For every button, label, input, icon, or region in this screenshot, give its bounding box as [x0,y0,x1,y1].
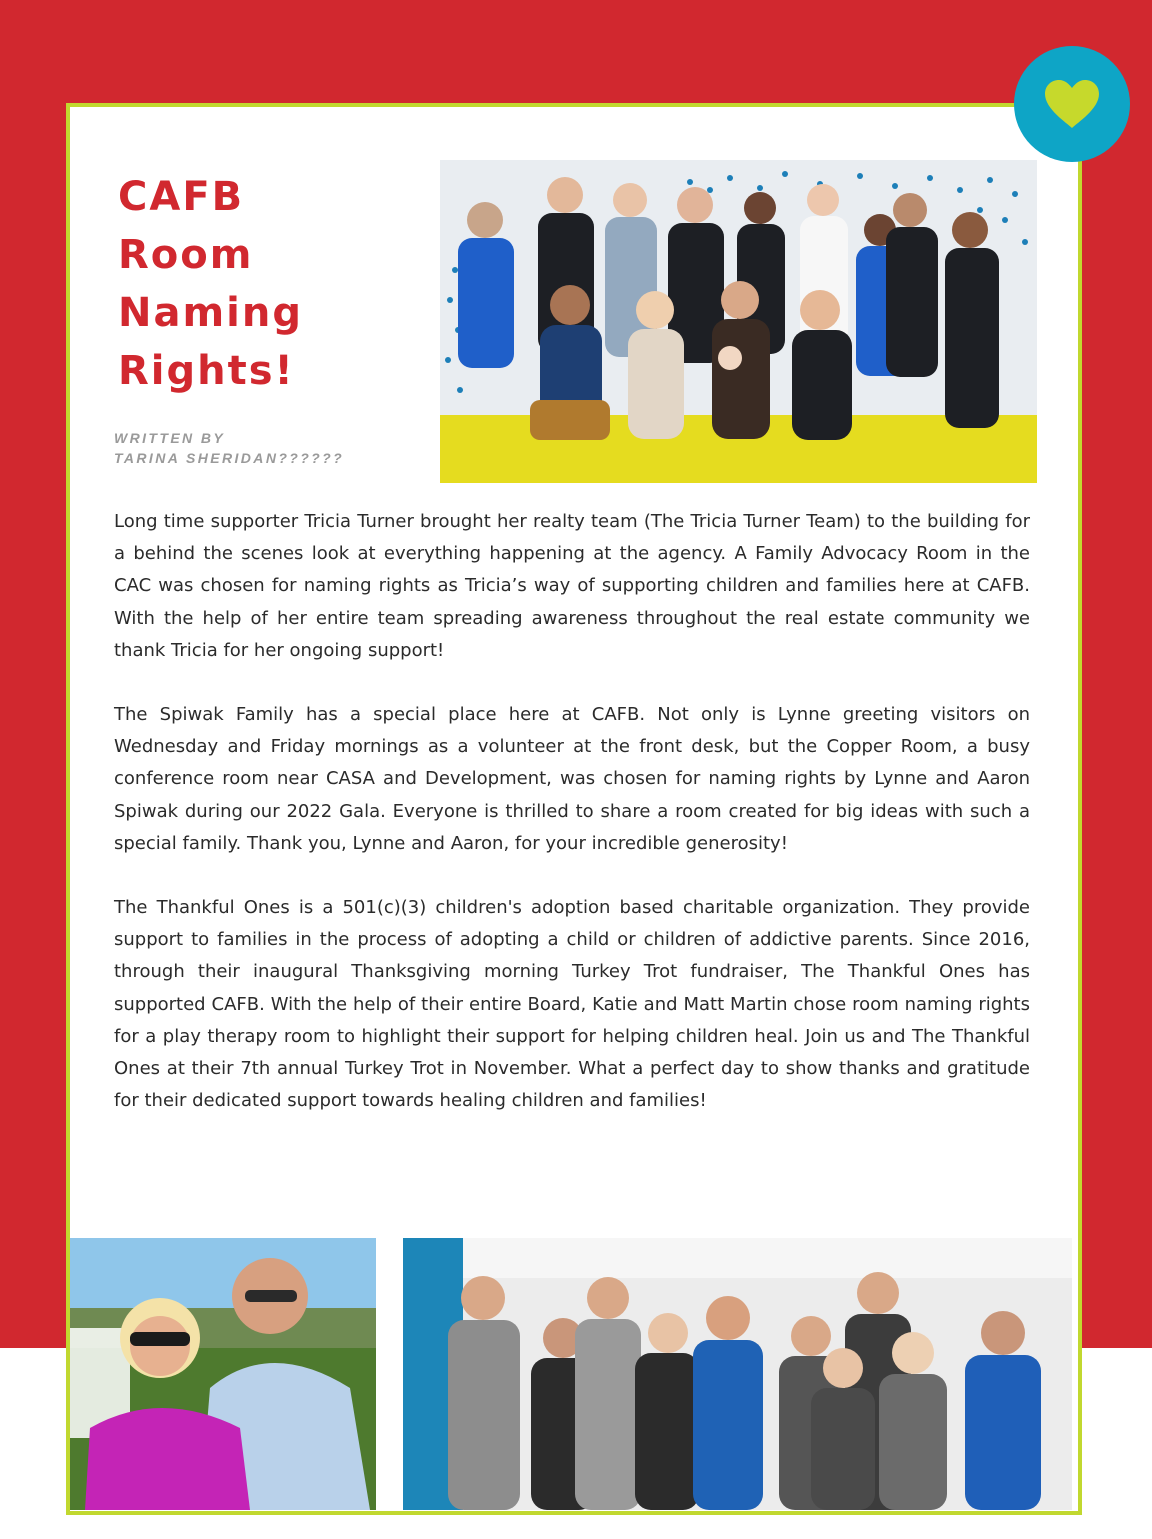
title-line: Naming [118,290,303,336]
byline [114,428,414,468]
group-photo [403,1238,1072,1510]
heart-badge [1014,46,1130,162]
couple-photo [70,1238,376,1510]
article-body [114,506,1030,1149]
team-photo [440,160,1037,483]
article-title [118,168,418,400]
byline-label: WRITTEN BY [114,430,226,446]
paragraph-tricia-turner: Long time supporter Tricia Turner brought her realty team (The Tricia Turner Team) to the building for a behind the scenes look at everything happening at the agency. A Family Advocacy Room in the CAC was chosen for naming rights as Tricia’s way of supporting children and families here at CAFB. With the help of her entire team spreading awareness throughout the real estate community we thank Tricia for her ongoing support! [114,511,1030,661]
title-line: Room [118,232,254,278]
title-line: Rights! [118,348,295,394]
paragraph-thankful-ones: The Thankful Ones is a 501(c)(3) children's adoption based charitable organization. They provide support to families in the process of adopting a child or children of addictive parents. Since 2016, through their inaugural Thanksgiving morning Turkey Trot fundraiser, The Thankful Ones has supported CAFB. With the help of their entire Board, Katie and Matt Martin chose room naming rights for a play therapy room to highlight their support for helping children heal. Join us and The Thankful Ones at their 7th annual Turkey Trot in November. What a perfect day to show thanks and gratitude for their dedicated support towards healing children and families! [114,897,1030,1112]
heart-icon [1043,78,1101,130]
paragraph-spiwak-family: The Spiwak Family has a special place here at CAFB. Not only is Lynne greeting visitors on Wednesday and Friday mornings as a volunteer at the front desk, but the Copper Room, a busy conference room near CASA and Development, was chosen for naming rights by Lynne and Aaron Spiwak during our 2022 Gala. Everyone is thrilled to share a room created for big ideas with such a special family. Thank you, Lynne and Aaron, for your incredible generosity! [114,704,1030,854]
byline-author: TARINA SHERIDAN?????? [114,450,345,466]
title-line: CAFB [118,174,245,220]
